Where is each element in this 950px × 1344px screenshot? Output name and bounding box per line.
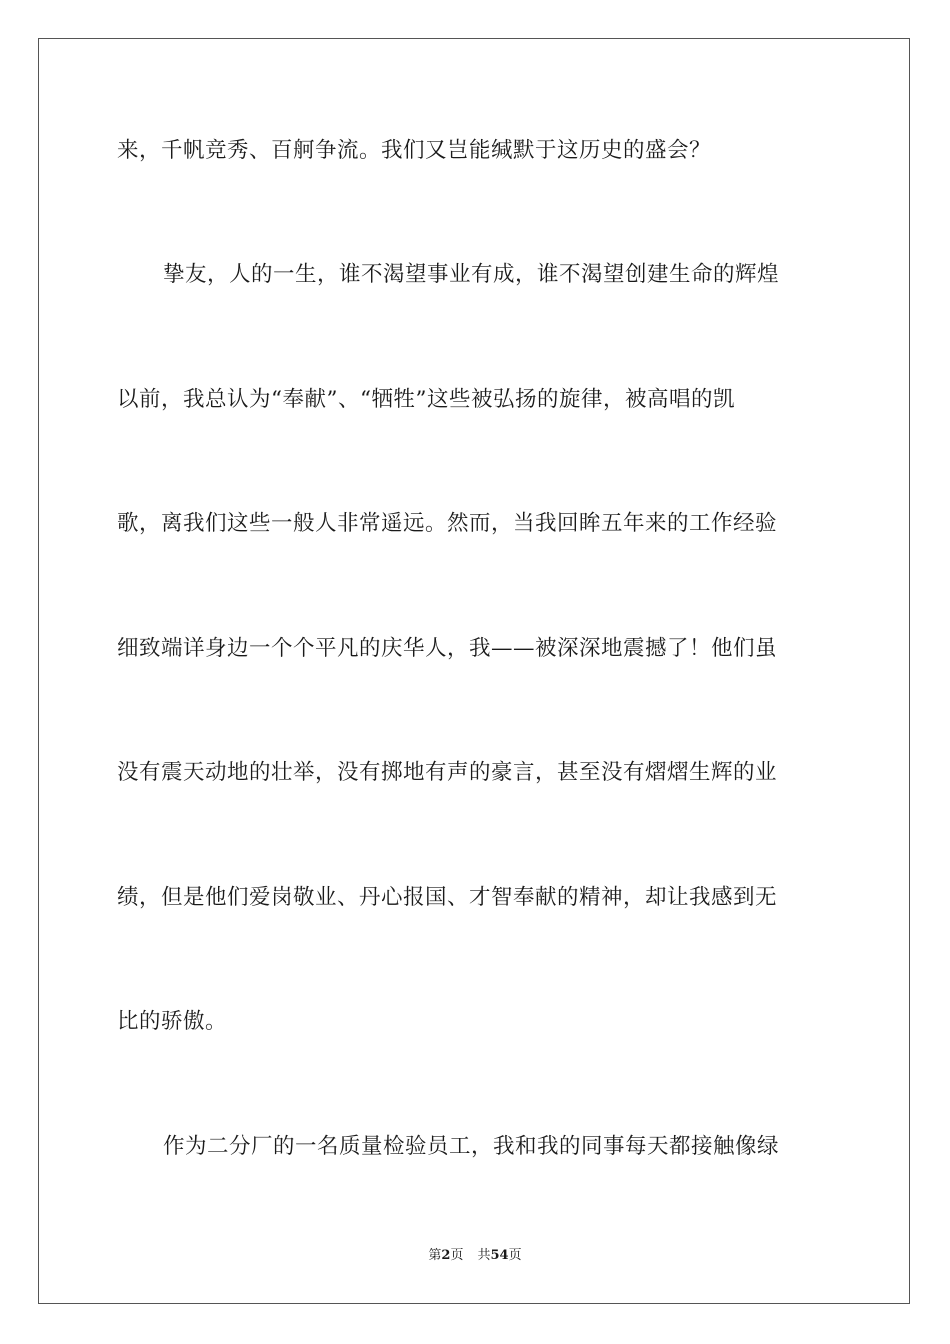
text-line-5: 细致端详身边一个个平凡的庆华人，我——被深深地震撼了！他们虽 [117, 636, 778, 661]
text-line-1: 来，千帆竞秀、百舸争流。我们又岂能缄默于这历史的盛会？ [117, 138, 712, 163]
page-footer [0, 1247, 950, 1265]
text-line-2: 挚友，人的一生，谁不渴望事业有成，谁不渴望创建生命的辉煌 [163, 262, 780, 287]
total-suffix: 页 [508, 1248, 522, 1263]
text-line-4: 歌，离我们这些一般人非常遥远。然而，当我回眸五年来的工作经验 [117, 511, 778, 536]
page-number: 2 [441, 1248, 451, 1263]
text-line-7: 绩，但是他们爱岗敬业、丹心报国、才智奉献的精神，却让我感到无 [117, 885, 778, 910]
total-pages: 54 [490, 1248, 509, 1263]
text-line-8: 比的骄傲。 [117, 1009, 228, 1034]
text-line-9: 作为二分厂的一名质量检验员工，我和我的同事每天都接触像绿 [163, 1134, 780, 1159]
page-suffix: 页 [450, 1248, 464, 1263]
page-border [38, 38, 910, 1304]
page-prefix: 第 [428, 1248, 442, 1263]
text-line-6: 没有震天动地的壮举，没有掷地有声的豪言，甚至没有熠熠生辉的业 [117, 760, 778, 785]
total-prefix: 共 [477, 1248, 491, 1263]
text-line-3: 以前，我总认为“奉献”、“牺牲”这些被弘扬的旋律，被高唱的凯 [117, 387, 735, 412]
